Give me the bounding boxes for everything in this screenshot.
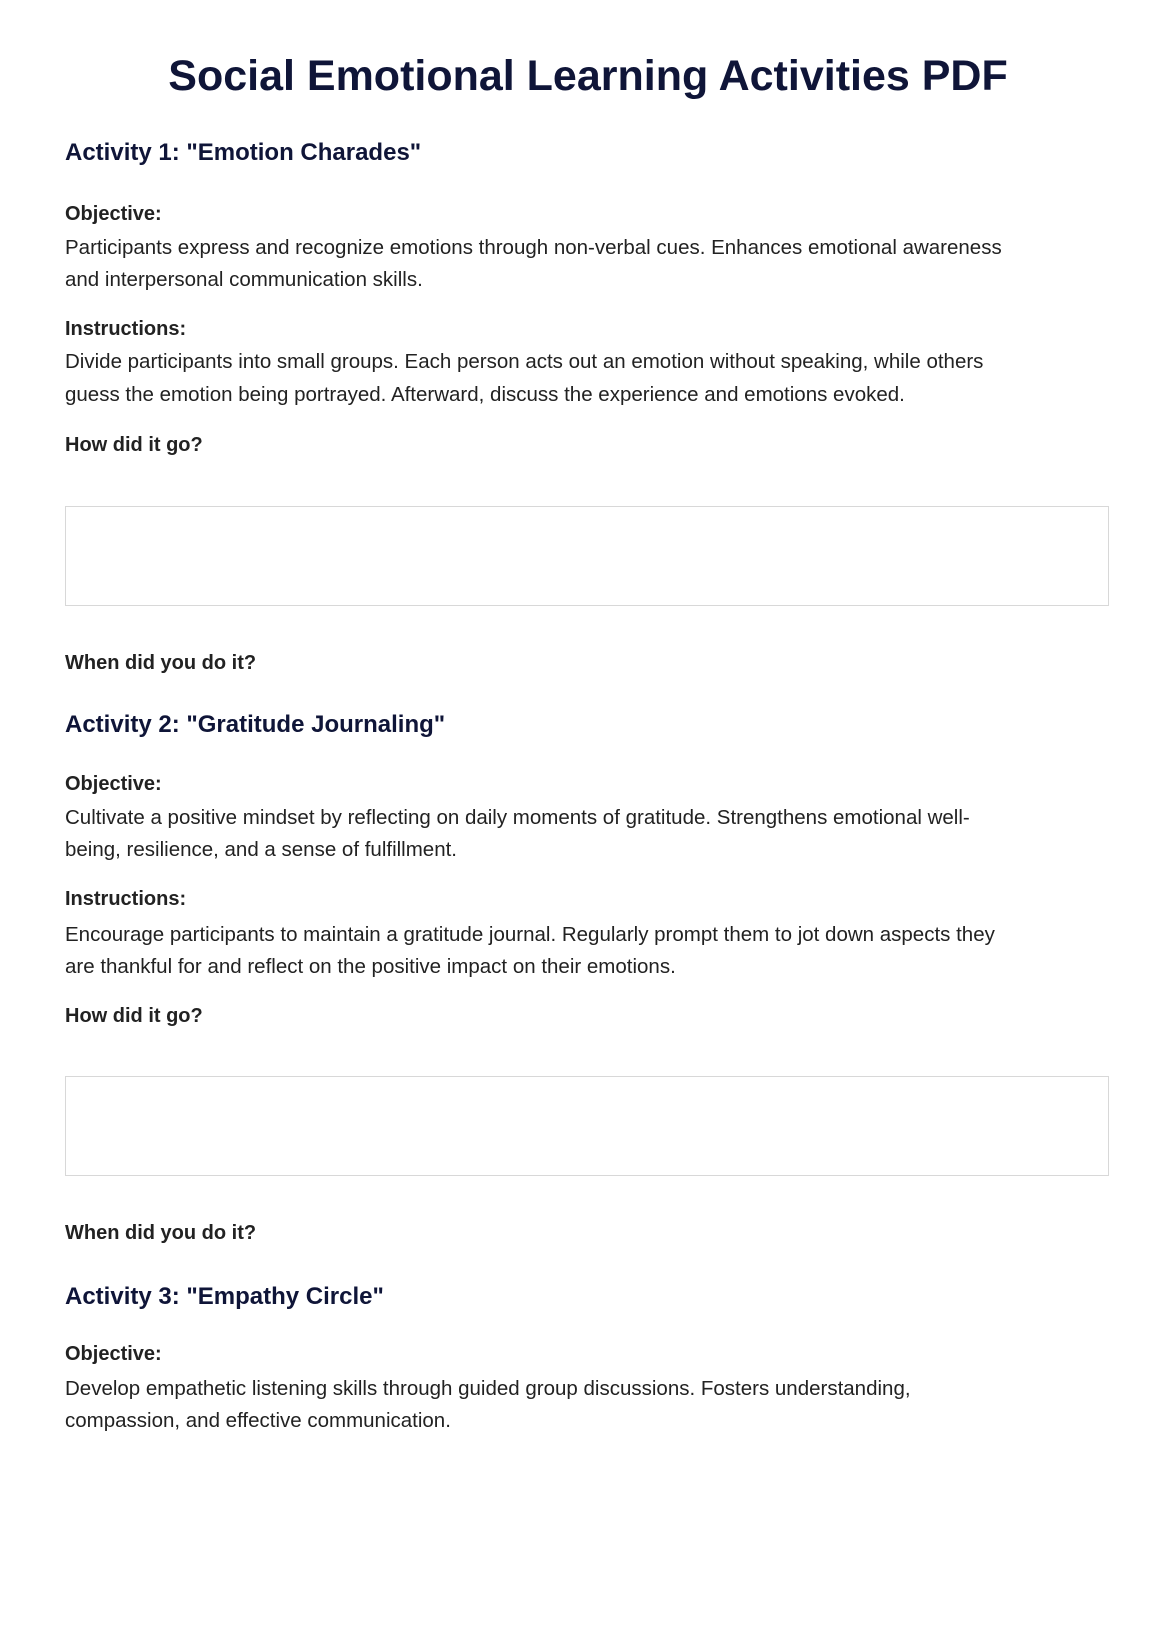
activity-1-how-input[interactable] [65, 506, 1109, 606]
activity-1-instructions-text: Divide participants into small groups. Each person acts out an emotion without speaking, while others [65, 350, 984, 373]
activity-1-how-label: How did it go? [65, 434, 203, 456]
activity-2-objective-label: Objective: [65, 773, 162, 795]
activity-2-heading: Activity 2: "Gratitude Journaling" [65, 711, 446, 738]
activity-1-objective-label: Objective: [65, 203, 162, 225]
page-title: Social Emotional Learning Activities PDF [168, 52, 1008, 100]
activity-3-objective-text: Develop empathetic listening skills through guided group discussions. Fosters understanding, [65, 1377, 911, 1400]
activity-1-heading: Activity 1: "Emotion Charades" [65, 139, 422, 166]
activity-2-instructions-text: are thankful for and reflect on the positive impact on their emotions. [65, 955, 676, 978]
activity-1-objective-text: Participants express and recognize emotions through non-verbal cues. Enhances emotional awareness [65, 236, 1002, 259]
activity-3-objective-label: Objective: [65, 1343, 162, 1365]
activity-2-how-input[interactable] [65, 1076, 1109, 1176]
activity-1-when-label: When did you do it? [65, 652, 257, 674]
activity-2-instructions-text: Encourage participants to maintain a gratitude journal. Regularly prompt them to jot down aspects they [65, 923, 995, 946]
activity-2-how-label: How did it go? [65, 1005, 203, 1027]
activity-1-instructions-label: Instructions: [65, 318, 187, 340]
activity-3-objective-text: compassion, and effective communication. [65, 1409, 451, 1432]
activity-1-instructions-text: guess the emotion being portrayed. Afterward, discuss the experience and emotions evoked. [65, 383, 905, 406]
activity-1-objective-text: and interpersonal communication skills. [65, 268, 423, 291]
activity-2-when-label: When did you do it? [65, 1222, 257, 1244]
activity-2-instructions-label: Instructions: [65, 888, 187, 910]
activity-2-objective-text: being, resilience, and a sense of fulfillment. [65, 838, 458, 861]
activity-3-heading: Activity 3: "Empathy Circle" [65, 1283, 384, 1310]
activity-2-objective-text: Cultivate a positive mindset by reflecting on daily moments of gratitude. Strengthens emotional well- [65, 806, 970, 829]
